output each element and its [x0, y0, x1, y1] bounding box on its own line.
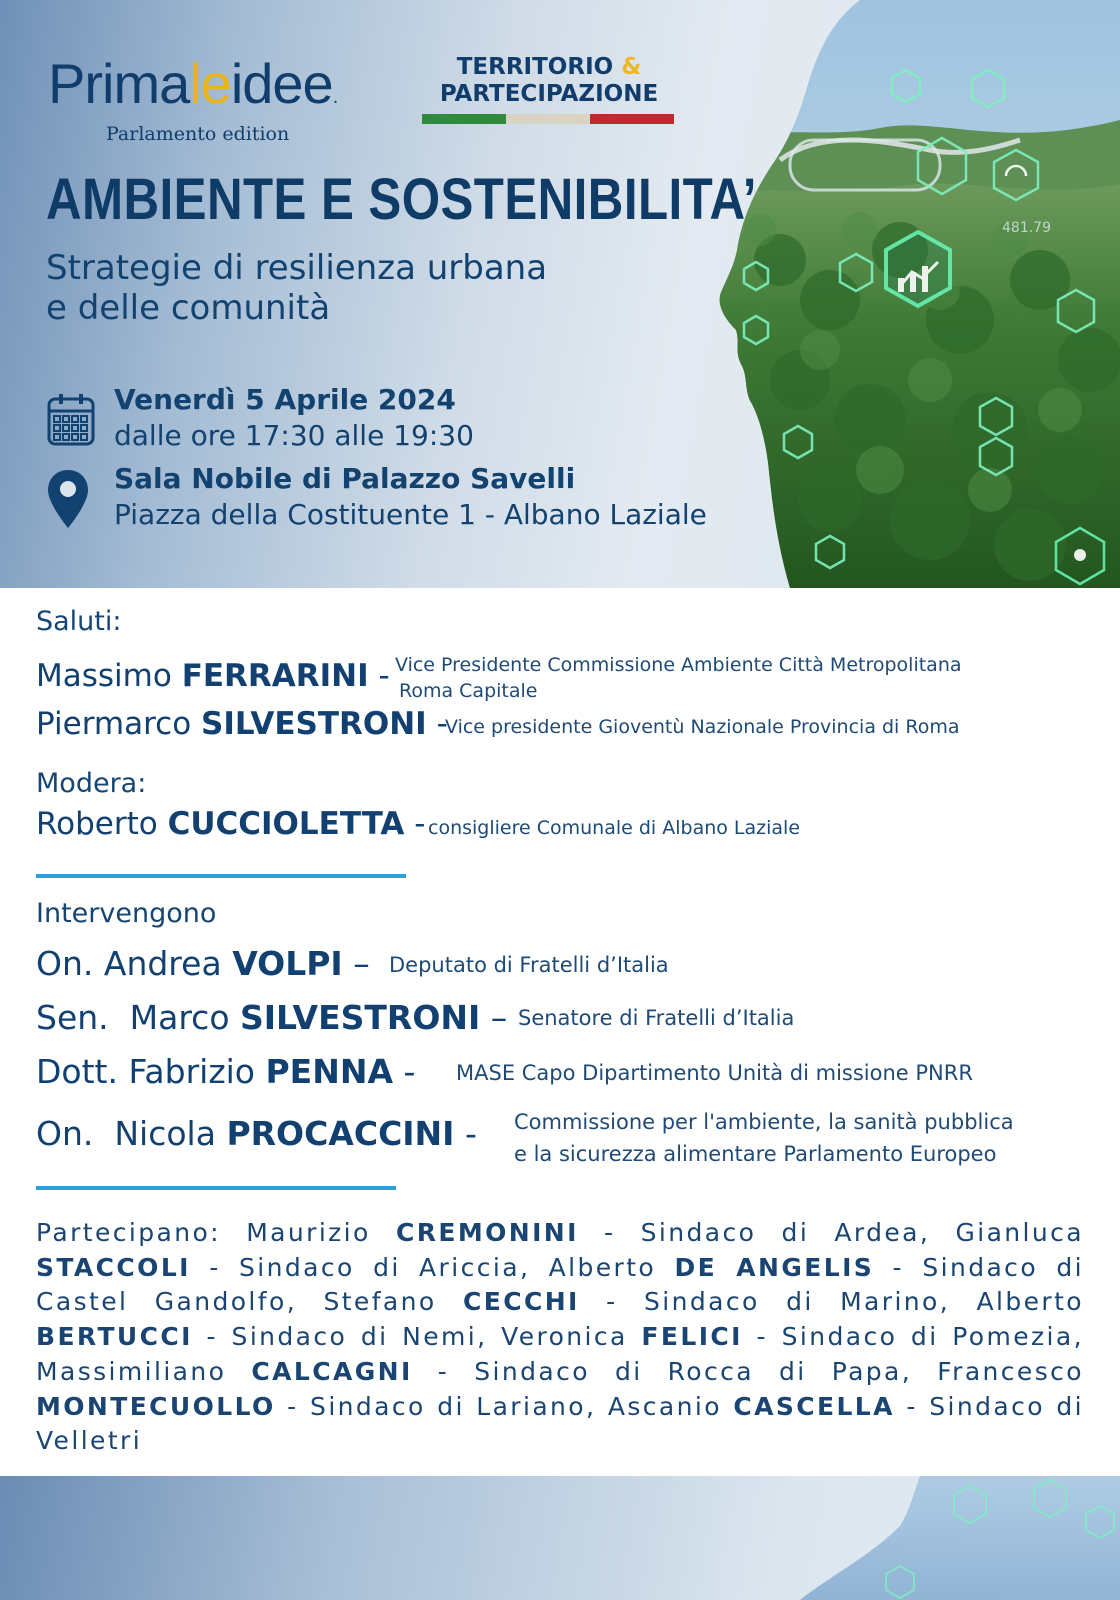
speaker-silvestroni-piermarco-role: Vice presidente Gioventù Nazionale Provincia di Roma: [445, 716, 960, 738]
footer-banner: [0, 1476, 1120, 1600]
badge-line-1: TERRITORIO &: [456, 54, 642, 80]
speaker-cuccioletta: Roberto CUCCIOLETTA -: [36, 806, 426, 842]
location-pin-icon: [46, 468, 90, 530]
logo-highlight: le: [189, 52, 231, 115]
speaker-procaccini: On. Nicola PROCACCINI -: [36, 1114, 477, 1153]
hero-banner: [0, 0, 1120, 588]
event-date: Venerdì 5 Aprile 2024: [114, 383, 456, 416]
speaker-silvestroni-piermarco: Piermarco SILVESTRONI -: [36, 706, 448, 742]
speaker-penna-role: MASE Capo Dipartimento Unità di missione PNRR: [456, 1061, 973, 1085]
logo-suffix: idee: [230, 52, 333, 115]
section-divider: [36, 874, 406, 878]
speaker-procaccini-role: Commissione per l'ambiente, la sanità pubblica e la sicurezza alimentare Parlamento Europeo: [514, 1110, 1014, 1166]
logo-prefix: Prima: [48, 52, 190, 115]
speaker-volpi: On. Andrea VOLPI –: [36, 944, 370, 983]
logo-edition: Parlamento edition: [106, 123, 290, 145]
partecipano-paragraph: Partecipano: Maurizio CREMONINI - Sindaco di Ardea, Gianluca STACCOLI - Sindaco di Ariccia, Alberto DE ANGELIS - Sindaco di Castel Gandolfo, Stefano CECCHI - Sindaco di Marino, Alberto BERTUCCI - Sindaco di Nemi, Veronica FELICI - Sindaco di Pomezia, Massimiliano CALCAGNI - Sindaco di Rocca di Papa, Francesco MONTECUOLLO - Sindaco di Lariano, Ascanio CASCELLA - Sindaco di Velletri: [36, 1218, 1084, 1456]
speaker-silvestroni-marco: Sen. Marco SILVESTRONI –: [36, 998, 508, 1037]
event-address: Piazza della Costituente 1 - Albano Laziale: [114, 498, 707, 531]
section-divider-2: [36, 1186, 396, 1190]
speaker-volpi-role: Deputato di Fratelli d’Italia: [389, 953, 669, 977]
svg-text:481.79: 481.79: [1002, 220, 1051, 236]
event-time: dalle ore 17:30 alle 19:30: [114, 419, 474, 452]
calendar-icon: [46, 392, 96, 448]
event-datetime: [114, 382, 474, 454]
modera-label: Modera:: [36, 768, 147, 799]
italian-flag-stripe: [422, 114, 674, 124]
footer-silhouette-illustration: [0, 1476, 1120, 1600]
speaker-penna: Dott. Fabrizio PENNA -: [36, 1052, 416, 1091]
saluti-label: Saluti:: [36, 606, 122, 637]
speaker-ferrarini: Massimo FERRARINI -: [36, 658, 390, 694]
event-subtitle: Strategie di resilienza urbana e delle comunità: [46, 248, 548, 328]
logo-wordmark: Primaleidee.: [48, 52, 338, 115]
event-title: AMBIENTE E SOSTENIBILITA’: [46, 167, 757, 232]
speaker-ferrarini-role: Vice Presidente Commissione Ambiente Città Metropolitana Roma Capitale: [395, 654, 962, 702]
event-location: [114, 461, 707, 533]
speaker-silvestroni-marco-role: Senatore di Fratelli d’Italia: [518, 1006, 795, 1030]
event-venue: Sala Nobile di Palazzo Savelli: [114, 462, 576, 495]
primaleidee-logo: [48, 54, 337, 145]
territorio-partecipazione-badge: [424, 54, 674, 124]
speaker-cuccioletta-role: consigliere Comunale di Albano Laziale: [428, 817, 801, 839]
intervengono-label: Intervengono: [36, 898, 217, 929]
badge-line-2: PARTECIPAZIONE: [439, 81, 659, 107]
